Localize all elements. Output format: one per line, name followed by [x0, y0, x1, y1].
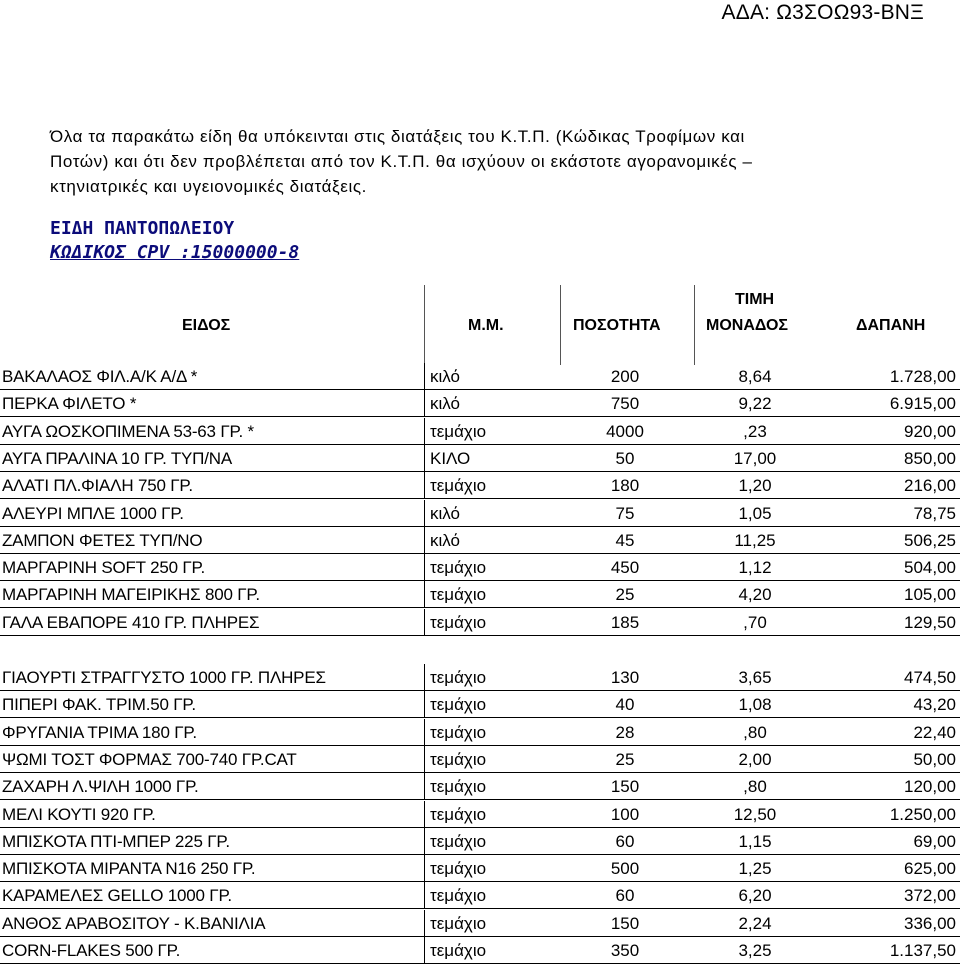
item-unit: τεμάχιο: [430, 695, 487, 715]
item-quantity: 4000: [606, 421, 644, 441]
item-unit: ΚΙΛΟ: [430, 448, 471, 468]
item-name: ΜΑΡΓΑΡΙΝΗ SOFT 250 ΓΡ.: [2, 558, 206, 578]
item-name: ΦΡΥΓΑΝΙΑ ΤΡΙΜΑ 180 ΓΡ.: [2, 722, 197, 742]
item-unit-price: 3,65: [738, 668, 772, 687]
item-expense: 69,00: [913, 831, 956, 851]
item-quantity: 45: [615, 530, 635, 550]
table-row: [0, 691, 960, 718]
item-unit: τεμάχιο: [430, 421, 487, 441]
table-row: [0, 527, 960, 554]
item-unit: τεμάχιο: [430, 941, 487, 960]
item-quantity: 200: [610, 367, 640, 386]
table-header: [0, 285, 960, 341]
item-unit-price: 6,20: [738, 886, 772, 906]
table-row: [0, 882, 960, 909]
column-divider: [424, 910, 425, 937]
table-row: [0, 390, 960, 417]
item-unit: τεμάχιο: [430, 886, 487, 906]
column-divider: [424, 719, 425, 746]
item-quantity: 185: [610, 612, 640, 632]
item-quantity: 25: [615, 749, 635, 769]
column-divider: [424, 581, 425, 608]
intro-line: Ποτών) και ότι δεν προβλέπεται από τον Κ.Τ.Π. θα ισχύουν οι εκάστοτε αγορανομικές –: [50, 152, 753, 171]
item-quantity: 150: [610, 777, 640, 797]
header-divider: [694, 285, 695, 365]
column-divider: [424, 445, 425, 472]
cpv-code: ΚΩΔΙΚΟΣ CPV :15000000-8: [50, 242, 300, 263]
item-name: ΜΑΡΓΑΡΙΝΗ ΜΑΓΕΙΡΙΚΗΣ 800 ΓΡ.: [2, 585, 260, 605]
header-divider: [424, 285, 425, 365]
table-row: [0, 664, 960, 691]
item-quantity: 750: [610, 394, 640, 414]
item-unit-price: 9,22: [738, 394, 772, 414]
item-unit: κιλό: [430, 367, 460, 386]
table-row: [0, 500, 960, 527]
item-name: ΜΠΙΣΚΟΤΑ ΜΙΡΑΝΤΑ Ν16 250 ΓΡ.: [2, 859, 256, 879]
item-unit-price: 2,00: [738, 749, 772, 769]
column-divider: [424, 472, 425, 499]
item-name: ΜΠΙΣΚΟΤΑ ΠΤΙ-ΜΠΕΡ 225 ΓΡ.: [2, 831, 230, 851]
column-divider: [424, 801, 425, 828]
item-unit: τεμάχιο: [430, 913, 487, 933]
item-expense: 850,00: [904, 448, 956, 468]
column-divider: [424, 554, 425, 581]
item-unit-price: ,80: [743, 722, 767, 742]
table-row: [0, 801, 960, 828]
item-expense: 43,20: [913, 695, 956, 715]
column-divider: [424, 882, 425, 909]
item-unit-price: 3,25: [738, 941, 772, 960]
item-expense: 120,00: [904, 777, 956, 797]
item-quantity: 50: [615, 448, 635, 468]
column-divider: [424, 390, 425, 417]
item-unit-price: 2,24: [738, 913, 772, 933]
item-quantity: 60: [615, 886, 635, 906]
table-row: [0, 445, 960, 472]
item-expense: 1.728,00: [889, 367, 956, 386]
intro-paragraph: [50, 124, 930, 199]
item-quantity: 350: [610, 941, 640, 960]
item-unit: τεμάχιο: [430, 668, 487, 687]
col-header-quantity: ΠΟΣΟΤΗΤΑ: [573, 317, 661, 334]
item-expense: 129,50: [904, 612, 956, 632]
item-unit: κιλό: [430, 394, 460, 414]
item-name: ΖΑΧΑΡΗ Λ.ΨΙΛΗ 1000 ΓΡ.: [2, 777, 199, 797]
item-expense: 216,00: [904, 476, 956, 496]
item-name: ΑΛΑΤΙ ΠΛ.ΦΙΑΛΗ 750 ΓΡ.: [2, 476, 193, 496]
table-row: [0, 937, 960, 964]
item-quantity: 130: [610, 668, 640, 687]
column-divider: [424, 418, 425, 445]
item-unit-price: 1,08: [738, 695, 772, 715]
item-expense: 372,00: [904, 886, 956, 906]
item-name: ΓΙΑΟΥΡΤΙ ΣΤΡΑΓΓΥΣΤΟ 1000 ΓΡ. ΠΛΗΡΕΣ: [2, 668, 326, 687]
item-name: ΒΑΚΑΛΑΟΣ ΦΙΛ.Α/Κ Α/Δ *: [2, 367, 198, 386]
items-table: [0, 285, 960, 960]
table-row: [0, 719, 960, 746]
item-quantity: 40: [615, 695, 635, 715]
table-row: [0, 828, 960, 855]
item-quantity: 100: [610, 804, 640, 824]
intro-line: κτηνιατρικές και υγειονομικές διατάξεις.: [50, 177, 367, 196]
table-row: [0, 581, 960, 608]
item-quantity: 28: [615, 722, 635, 742]
item-quantity: 25: [615, 585, 635, 605]
item-unit: τεμάχιο: [430, 585, 487, 605]
item-name: ΠΙΠΕΡΙ ΦΑΚ. ΤΡΙΜ.50 ΓΡ.: [2, 695, 196, 715]
item-expense: 504,00: [904, 558, 956, 578]
item-unit: κιλό: [430, 530, 460, 550]
item-name: ΑΝΘΟΣ ΑΡΑΒΟΣΙΤΟΥ - Κ.ΒΑΝΙΛΙΑ: [2, 913, 266, 933]
item-quantity: 75: [615, 503, 635, 523]
table-row: [0, 363, 960, 390]
table-row: [0, 472, 960, 499]
item-quantity: 180: [610, 476, 640, 496]
item-expense: 920,00: [904, 421, 956, 441]
item-unit-price: 4,20: [738, 585, 772, 605]
item-expense: 1.137,50: [889, 941, 956, 960]
item-unit-price: 1,05: [738, 503, 772, 523]
col-header-item: ΕΙΔΟΣ: [182, 317, 231, 334]
item-unit-price: 17,00: [733, 448, 777, 468]
item-expense: 474,50: [904, 668, 956, 687]
item-expense: 336,00: [904, 913, 956, 933]
item-expense: 506,25: [904, 530, 956, 550]
item-quantity: 60: [615, 831, 635, 851]
table-row: [0, 418, 960, 445]
table-row: [0, 746, 960, 773]
item-name: ΑΛΕΥΡΙ ΜΠΛΕ 1000 ΓΡ.: [2, 503, 184, 523]
item-unit-price: 1,20: [738, 476, 772, 496]
item-expense: 6.915,00: [889, 394, 956, 414]
column-divider: [424, 855, 425, 882]
item-name: ΓΑΛΑ ΕΒΑΠΟΡΕ 410 ΓΡ. ΠΛΗΡΕΣ: [2, 612, 260, 632]
item-name: CORN-FLAKES 500 ΓΡ.: [2, 941, 181, 960]
item-name: ΨΩΜΙ ΤΟΣΤ ΦΟΡΜΑΣ 700-740 ΓΡ.CAT: [2, 749, 297, 769]
table-row: [0, 609, 960, 636]
column-divider: [424, 500, 425, 527]
table-row: [0, 910, 960, 937]
table-row: [0, 855, 960, 882]
item-unit-price: 8,64: [738, 367, 772, 386]
item-name: ΖΑΜΠΟΝ ΦΕΤΕΣ ΤΥΠ/ΝΟ: [2, 530, 203, 550]
item-unit: τεμάχιο: [430, 859, 487, 879]
column-divider: [424, 691, 425, 718]
item-name: ΚΑΡΑΜΕΛΕΣ GELLO 1000 ΓΡ.: [2, 886, 232, 906]
section-title: ΕΙΔΗ ΠΑΝΤΟΠΩΛΕΙΟΥ: [50, 218, 235, 239]
item-unit: τεμάχιο: [430, 558, 487, 578]
column-divider: [424, 746, 425, 773]
item-expense: 1.250,00: [889, 804, 956, 824]
item-unit-price: 1,15: [738, 831, 772, 851]
column-divider: [424, 527, 425, 554]
item-unit-price: 1,12: [738, 558, 772, 578]
item-expense: 78,75: [913, 503, 956, 523]
item-unit: κιλό: [430, 503, 460, 523]
ada-code: ΑΔΑ: Ω3ΣΟΩ93-ΒΝΞ: [721, 1, 924, 24]
item-unit: τεμάχιο: [430, 476, 487, 496]
col-header-price-line1: ΤΙΜΗ: [735, 291, 775, 308]
row-divider: [0, 635, 960, 636]
item-quantity: 500: [610, 859, 640, 879]
column-divider: [424, 828, 425, 855]
table-row: [0, 773, 960, 800]
item-unit: τεμάχιο: [430, 831, 487, 851]
item-unit: τεμάχιο: [430, 777, 487, 797]
column-divider: [424, 664, 425, 691]
item-unit-price: ,23: [743, 421, 767, 441]
item-unit: τεμάχιο: [430, 804, 487, 824]
column-divider: [424, 609, 425, 636]
item-name: ΜΕΛΙ ΚΟΥΤΙ 920 ΓΡ.: [2, 804, 156, 824]
item-name: ΑΥΓΑ ΩΟΣΚΟΠΙΜΕΝΑ 53-63 ΓΡ. *: [2, 421, 254, 441]
item-name: ΠΕΡΚΑ ΦΙΛΕΤΟ *: [2, 394, 137, 414]
intro-line: Όλα τα παρακάτω είδη θα υπόκεινται στις διατάξεις του Κ.Τ.Π. (Κώδικας Τροφίμων και: [50, 127, 745, 146]
item-unit-price: ,80: [743, 777, 767, 797]
item-unit-price: 11,25: [734, 530, 776, 550]
table-row: [0, 554, 960, 581]
item-expense: 22,40: [913, 722, 956, 742]
item-unit: τεμάχιο: [430, 722, 487, 742]
column-divider: [424, 773, 425, 800]
item-unit-price: 12,50: [733, 804, 777, 824]
column-divider: [424, 937, 425, 964]
item-expense: 625,00: [904, 859, 956, 879]
item-unit-price: 1,25: [738, 859, 772, 879]
item-name: ΑΥΓΑ ΠΡΑΛΙΝΑ 10 ΓΡ. ΤΥΠ/ΝΑ: [2, 448, 232, 468]
item-quantity: 150: [610, 913, 640, 933]
item-expense: 105,00: [904, 585, 956, 605]
item-quantity: 450: [610, 558, 640, 578]
col-header-unit: Μ.Μ.: [468, 317, 504, 334]
row-divider: [0, 963, 960, 964]
col-header-expense: ΔΑΠΑΝΗ: [856, 317, 926, 334]
col-header-price-line2: ΜΟΝΑΔΟΣ: [706, 317, 788, 334]
item-unit: τεμάχιο: [430, 749, 487, 769]
item-unit: τεμάχιο: [430, 612, 487, 632]
item-expense: 50,00: [913, 749, 956, 769]
header-divider: [560, 285, 561, 365]
column-divider: [424, 363, 425, 390]
item-unit-price: ,70: [743, 612, 767, 632]
